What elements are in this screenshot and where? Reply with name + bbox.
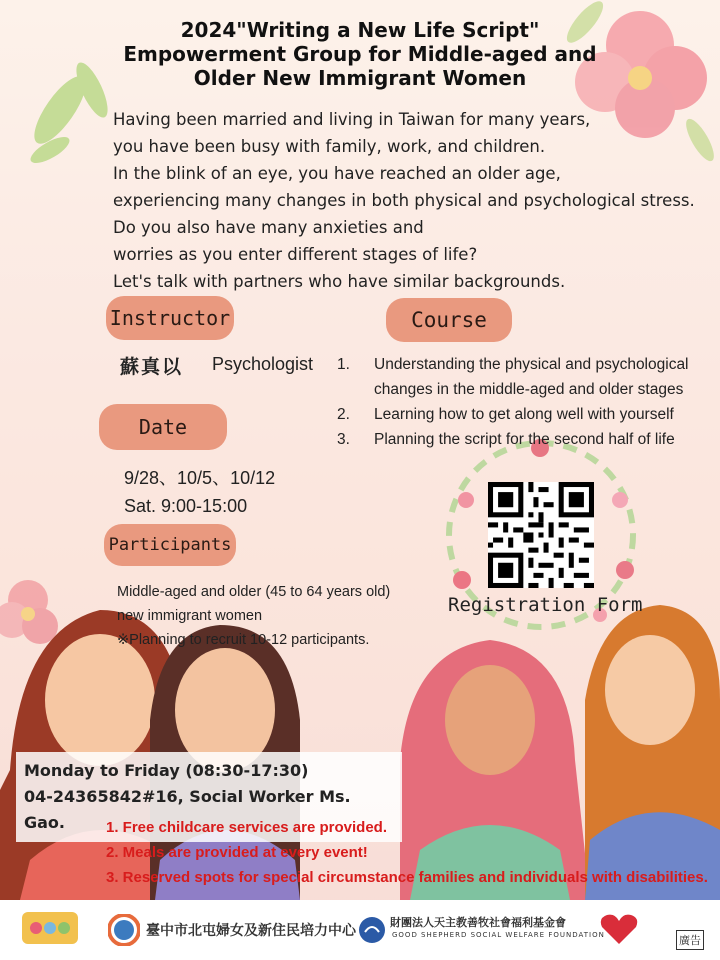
contact-hours: Monday to Friday (08:30-17:30)	[24, 761, 309, 780]
course-item	[337, 352, 707, 402]
flower-icon	[0, 580, 58, 644]
instructor-role: Psychologist	[212, 354, 314, 374]
center-logo-icon	[22, 908, 78, 948]
participants-line: new immigrant women	[117, 608, 263, 624]
date-heading: Date	[99, 404, 227, 450]
course-item-number: 3.	[337, 431, 350, 448]
note-item: 2. Meals are provided at every event!	[106, 844, 368, 861]
title-line: Empowerment Group for Middle-aged and	[123, 42, 597, 66]
registration-qr-code[interactable]	[488, 482, 594, 588]
course-heading: Course	[386, 298, 512, 342]
instructor-name: 蘇真以	[120, 356, 184, 378]
ad-tag: 廣告	[676, 930, 704, 950]
course-item	[337, 402, 707, 427]
registration-form-label[interactable]: Registration Form	[448, 594, 643, 616]
date-details	[124, 464, 275, 520]
note-item: 3. Reserved spots for special circumstance families and individuals with disabilities.	[106, 869, 708, 886]
footer-bar	[0, 900, 720, 960]
instructor-heading: Instructor	[106, 296, 234, 340]
foundation-name: 財團法人天主教善牧社會福利基金會	[390, 916, 566, 929]
note-item: 1. Free childcare services are provided.	[106, 819, 387, 836]
course-item-number: 1.	[337, 356, 350, 373]
intro-line: Do you also have many anxieties and	[113, 218, 424, 237]
participants-heading: Participants	[104, 524, 236, 566]
course-item-text: Planning the script for the second half of life	[374, 431, 675, 448]
center-name: 臺中市北屯婦女及新住民培力中心	[146, 923, 356, 939]
intro-paragraph	[113, 106, 713, 295]
foundation-logo-icon	[358, 916, 386, 944]
course-item-text: Learning how to get along well with yourself	[374, 406, 674, 423]
participants-details	[117, 580, 417, 652]
date-days: 9/28、10/5、10/12	[124, 468, 276, 488]
participants-line: Middle-aged and older (45 to 64 years old)	[117, 584, 391, 600]
course-list	[337, 352, 707, 452]
page-title	[60, 18, 660, 90]
intro-line: you have been busy with family, work, and children.	[113, 137, 546, 156]
intro-line: experiencing many changes in both physical and psychological stress.	[113, 191, 695, 210]
notes-list	[106, 815, 708, 890]
foundation-english-name: GOOD SHEPHERD SOCIAL WELFARE FOUNDATION	[392, 931, 605, 939]
w-logo-icon	[108, 914, 140, 946]
course-item	[337, 427, 707, 452]
title-line: 2024"Writing a New Life Script"	[180, 18, 540, 42]
intro-line: In the blink of an eye, you have reached an older age,	[113, 164, 561, 183]
title-line: Older New Immigrant Women	[193, 66, 527, 90]
course-item-number: 2.	[337, 406, 350, 423]
intro-line: worries as you enter different stages of life?	[113, 245, 478, 264]
heart-logo-icon	[598, 912, 640, 946]
participants-line: ※Planning to recruit 10-12 participants.	[117, 632, 370, 648]
intro-line: Having been married and living in Taiwan for many years,	[113, 110, 591, 129]
contact-phone: 04-24365842#16, Social Worker Ms. Gao.	[24, 787, 351, 832]
intro-line: Let's talk with partners who have similar backgrounds.	[113, 272, 566, 291]
course-item-text: Understanding the physical and psychological changes in the middle-aged and older stages	[374, 356, 689, 398]
date-time: Sat. 9:00-15:00	[124, 496, 248, 516]
